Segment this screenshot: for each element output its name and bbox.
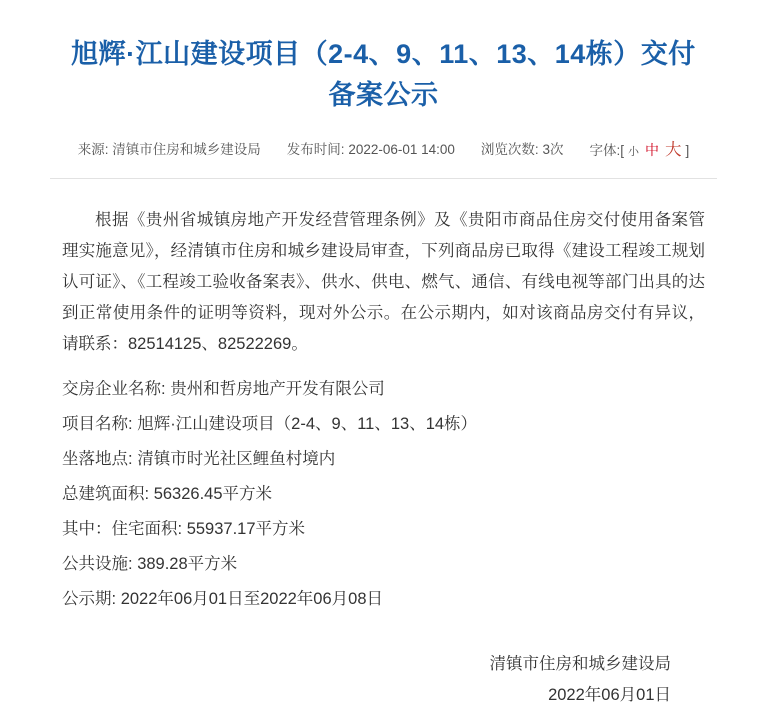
meta-views-value: 3次 — [542, 142, 564, 157]
field-value: 旭辉·江山建设项目（2-4、9、11、13、14栋） — [137, 415, 478, 433]
meta-publish-label: 发布时间: — [286, 142, 345, 157]
list-item — [62, 409, 705, 440]
list-item — [62, 584, 705, 615]
field-value: 55937.17平方米 — [186, 520, 306, 538]
list-item — [62, 479, 705, 510]
field-label: 公共设施: — [62, 555, 133, 573]
font-size-large-button[interactable]: 大 — [664, 141, 682, 159]
list-item — [62, 549, 705, 580]
list-item — [62, 374, 705, 405]
meta-source — [78, 138, 261, 158]
field-value: 56326.45平方米 — [153, 485, 273, 503]
field-label: 公示期: — [62, 590, 117, 608]
meta-source-value: 清镇市住房和城乡建设局 — [112, 142, 261, 157]
article-paragraph: 根据《贵州省城镇房地产开发经营管理条例》及《贵阳市商品住房交付使用备案管理实施意见》，经清镇市住房和城乡建设局审查，下列商品房已取得《建设工程竣工规划认可证》、《工程竣工验收备案表》、供水、供电、燃气、通信、有线电视等部门出具的达到正常使用条件的证明等资料，现对外公示。在公示期内，如对该商品房交付有异议，请联系：82514125、82522269。 — [62, 211, 705, 353]
article-meta — [28, 122, 739, 174]
signature-date: 2022年06月01日 — [548, 686, 671, 704]
font-size-label: 字体:[ — [589, 143, 624, 158]
list-item — [62, 444, 705, 475]
field-label: 项目名称: — [62, 415, 133, 433]
meta-publish-time — [287, 138, 455, 158]
font-size-small-button[interactable]: 小 — [627, 146, 639, 158]
signature-organization: 清镇市住房和城乡建设局 — [489, 655, 671, 673]
field-value: 清镇市时光社区鲤鱼村境内 — [137, 450, 336, 468]
page-title: 旭辉·江山建设项目（2-4、9、11、13、14栋）交付备案公示 — [71, 39, 696, 110]
meta-views-label: 浏览次数: — [480, 142, 539, 157]
signature-block — [62, 649, 705, 711]
font-size-close-bracket: ] — [685, 143, 690, 158]
font-size-switcher[interactable] — [589, 136, 689, 160]
field-label: 总建筑面积: — [62, 485, 150, 503]
meta-source-label: 来源: — [77, 142, 109, 157]
field-value: 贵州和哲房地产开发有限公司 — [170, 380, 385, 398]
project-field-list — [62, 374, 705, 615]
meta-views — [481, 138, 564, 158]
font-size-medium-button[interactable]: 中 — [644, 142, 659, 158]
field-label: 交房企业名称: — [62, 380, 166, 398]
field-label: 坐落地点: — [62, 450, 133, 468]
list-item — [62, 514, 705, 545]
field-label: 其中：住宅面积: — [62, 520, 183, 538]
field-value: 389.28平方米 — [137, 555, 238, 573]
field-value: 2022年06月01日至2022年06月08日 — [120, 590, 384, 608]
article-content — [28, 179, 739, 711]
meta-publish-value: 2022-06-01 14:00 — [348, 142, 455, 157]
